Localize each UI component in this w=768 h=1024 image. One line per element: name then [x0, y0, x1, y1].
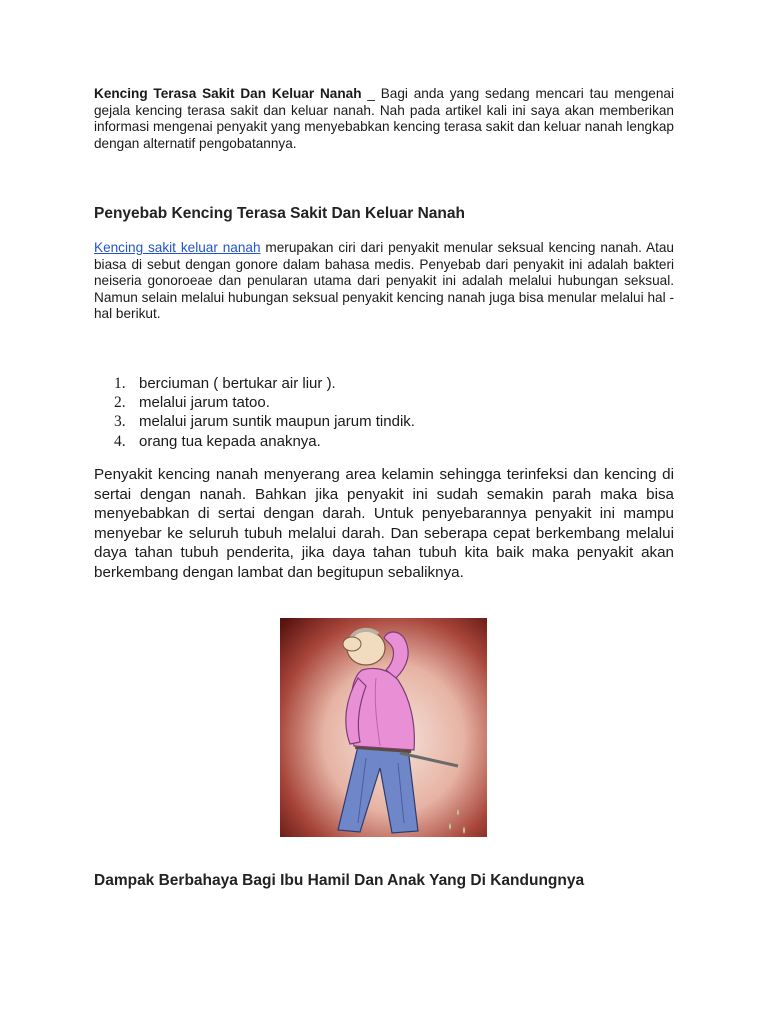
illustration-man-in-pain [280, 618, 487, 837]
section-heading-penyebab: Penyebab Kencing Terasa Sakit Dan Keluar Nanah [94, 205, 465, 222]
list-item [94, 374, 415, 393]
kencing-sakit-link[interactable]: Kencing sakit keluar nanah [94, 240, 261, 255]
list-item-text: orang tua kepada anaknya. [139, 432, 321, 450]
list-item [94, 432, 415, 451]
illustration-svg [280, 618, 487, 837]
cause-paragraph [94, 240, 674, 323]
intro-bold-title: Kencing Terasa Sakit Dan Keluar Nanah [94, 86, 362, 101]
intro-paragraph [94, 86, 674, 152]
spread-paragraph: Penyakit kencing nanah menyerang area kelamin sehingga terinfeksi dan kencing di sertai dengan nanah. Bahkan jika penyakit ini sudah semakin parah maka bisa menyebabkan di sertai dengan darah. Untuk penyebarannya penyakit ini mampu menyebar ke seluruh tubuh melalui darah. Dan seberapa cepat berkembang melalui daya tahan tubuh penderita, jika daya tahan tubuh kita baik maka penyakit akan berkembang dengan lambat dan begitupun sebaliknya. [94, 466, 674, 581]
list-number: 3. [114, 413, 126, 431]
section-heading-dampak: Dampak Berbahaya Bagi Ibu Hamil Dan Anak Yang Di Kandungnya [94, 872, 585, 889]
list-number: 2. [114, 394, 126, 412]
list-item-text: melalui jarum suntik maupun jarum tindik. [139, 413, 415, 431]
intro-text: _ Bagi anda yang sedang mencari tau mengenai gejala kencing terasa sakit dan keluar nanah. Nah pada artikel kali ini saya akan memberikan informasi mengenai penyakit yang menyebabkan kencing terasa sakit dan keluar nanah lengkap dengan alternatif pengobatannya. [94, 86, 675, 151]
list-number: 1. [114, 375, 126, 392]
list-item-text: melalui jarum tatoo. [139, 394, 270, 412]
list-item [94, 393, 415, 412]
cause-paragraph-text: merupakan ciri dari penyakit menular seksual kencing nanah. Atau biasa di sebut dengan gonore dalam bahasa medis. Penyebab dari penyakit ini adalah bakteri neiseria gonoroeae dan penularan utama dari penyakit ini adalah melalui hubungan seksual. Namun selain melalui hubungan seksual penyakit kencing nanah juga bisa menular melalui hal - hal berikut. [94, 240, 674, 321]
list-item-text: berciuman ( bertukar air liur ). [139, 375, 336, 392]
list-item [94, 412, 415, 431]
list-number: 4. [114, 432, 126, 450]
transmission-list [94, 374, 415, 451]
